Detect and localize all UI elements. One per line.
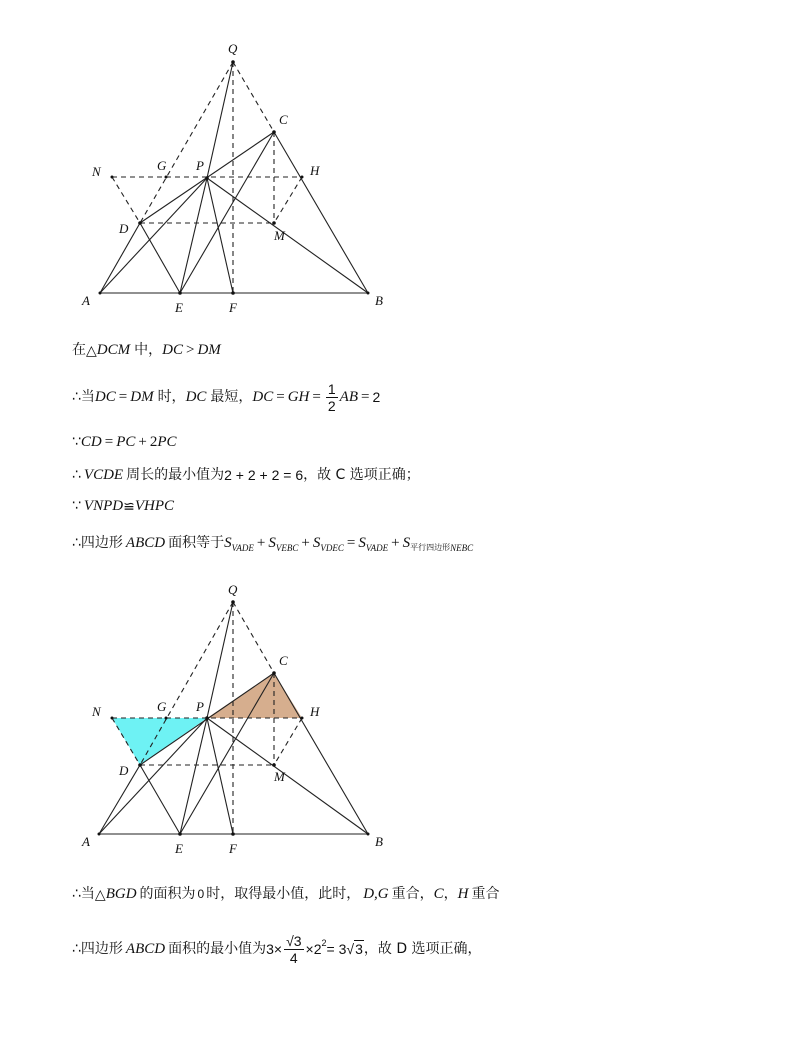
text: 时，取得最小值，此时，	[206, 886, 361, 902]
subscript: NEBC	[450, 543, 474, 553]
number: 0	[197, 887, 205, 901]
math: AB	[339, 389, 358, 405]
math: DM	[130, 389, 154, 405]
operator: =	[118, 389, 128, 405]
subscript: VADE	[231, 543, 254, 553]
math-expression: 3×	[266, 941, 283, 957]
number: 2	[372, 389, 381, 405]
area-symbol: S	[312, 535, 321, 551]
math: DM	[197, 342, 221, 358]
because-symbol: ∵	[72, 434, 81, 450]
text: 在	[72, 342, 86, 358]
text: ，	[443, 886, 458, 902]
math: D,G	[363, 886, 389, 902]
math-expression: ×2	[305, 941, 322, 957]
label-P: P	[196, 699, 204, 714]
text: ∴四边形	[72, 941, 123, 957]
label-F: F	[229, 841, 237, 856]
math: PC	[157, 434, 177, 450]
math: DCM	[96, 342, 131, 358]
math: ABCD	[125, 941, 166, 957]
text: 重合，	[391, 886, 434, 902]
label-P: P	[196, 158, 204, 173]
text-line-7	[72, 885, 500, 903]
text: 时，	[157, 389, 186, 405]
label-N: N	[92, 704, 101, 719]
text: 的面积为	[139, 886, 196, 902]
subscript-text: 平行四边形	[410, 543, 451, 552]
math: DC	[94, 389, 116, 405]
label-D: D	[119, 221, 129, 236]
subscript: VEBC	[275, 543, 299, 553]
area-symbol: S	[268, 535, 276, 551]
numerator: √3	[286, 932, 302, 949]
text: ∴当	[72, 389, 95, 405]
math: VNPD	[83, 498, 124, 514]
text: 面积等于	[168, 535, 225, 551]
label-E: E	[175, 300, 183, 315]
label-C: C	[279, 112, 288, 127]
math: GH	[287, 389, 310, 405]
area-symbol: S	[402, 535, 411, 551]
denominator: 4	[289, 949, 298, 966]
label-Q: Q	[228, 41, 238, 56]
text: ，故 C 选项正确；	[303, 467, 420, 483]
operator: =	[276, 389, 285, 405]
because-symbol: ∵	[72, 498, 81, 514]
operator: +	[391, 535, 400, 551]
label-B: B	[375, 834, 383, 849]
math: H	[457, 886, 469, 902]
label-C: C	[279, 653, 288, 668]
operator: +	[256, 535, 266, 551]
text: 面积的最小值为	[168, 941, 267, 957]
label-M: M	[274, 769, 285, 784]
text: 周长的最小值为	[126, 467, 225, 483]
text: ∴当	[72, 886, 95, 902]
triangle-symbol: △	[94, 886, 106, 902]
therefore-symbol: ∴	[72, 467, 81, 483]
label-B: B	[375, 293, 383, 308]
math: DC	[252, 389, 274, 405]
label-F: F	[229, 300, 237, 315]
subscript: VDEC	[320, 543, 344, 553]
math-expression: = 3	[326, 941, 347, 957]
numerator: 1	[327, 380, 336, 397]
fraction-sqrt3-over-4	[284, 933, 303, 966]
text: 最短，	[210, 389, 253, 405]
label-Q: Q	[228, 582, 238, 597]
label-G: G	[157, 699, 167, 714]
text: ∴四边形	[72, 535, 123, 551]
superscript: 2	[321, 938, 327, 948]
number: 2	[149, 434, 158, 450]
text: 中，	[134, 342, 163, 358]
operator: >	[185, 342, 195, 358]
denominator: 2	[327, 397, 336, 414]
operator: +	[138, 434, 147, 450]
label-A: A	[82, 834, 90, 849]
math: CD	[80, 434, 102, 450]
math: VCDE	[83, 467, 124, 483]
label-A: A	[82, 293, 90, 308]
math: DC	[185, 389, 207, 405]
text: ，故 D 选项正确，	[363, 941, 482, 957]
math-expression: 2 + 2 + 2 = 6	[224, 467, 304, 483]
label-H: H	[310, 704, 320, 719]
area-symbol: S	[224, 535, 232, 551]
math: BGD	[105, 886, 137, 902]
math: C	[433, 886, 444, 902]
operator: =	[346, 535, 356, 551]
math: DC	[162, 342, 183, 358]
math: ABCD	[125, 535, 166, 551]
subscript: VADE	[365, 543, 389, 553]
area-symbol: S	[358, 535, 366, 551]
label-N: N	[92, 164, 101, 179]
congruent-symbol: ≌	[123, 498, 135, 514]
operator: =	[312, 389, 321, 405]
label-G: G	[157, 158, 167, 173]
operator: =	[104, 434, 114, 450]
triangle-symbol: △	[86, 342, 97, 358]
math: PC	[116, 434, 136, 450]
radicand: 3	[355, 941, 363, 957]
label-H: H	[310, 163, 320, 178]
math: VHPC	[134, 498, 174, 514]
label-D: D	[119, 763, 129, 778]
operator: =	[360, 389, 370, 405]
label-E: E	[175, 841, 183, 856]
label-M: M	[274, 228, 285, 243]
text: 重合	[471, 886, 500, 902]
sqrt-expression: √3	[346, 941, 363, 957]
operator: +	[301, 535, 310, 551]
text-line-8	[72, 930, 482, 968]
